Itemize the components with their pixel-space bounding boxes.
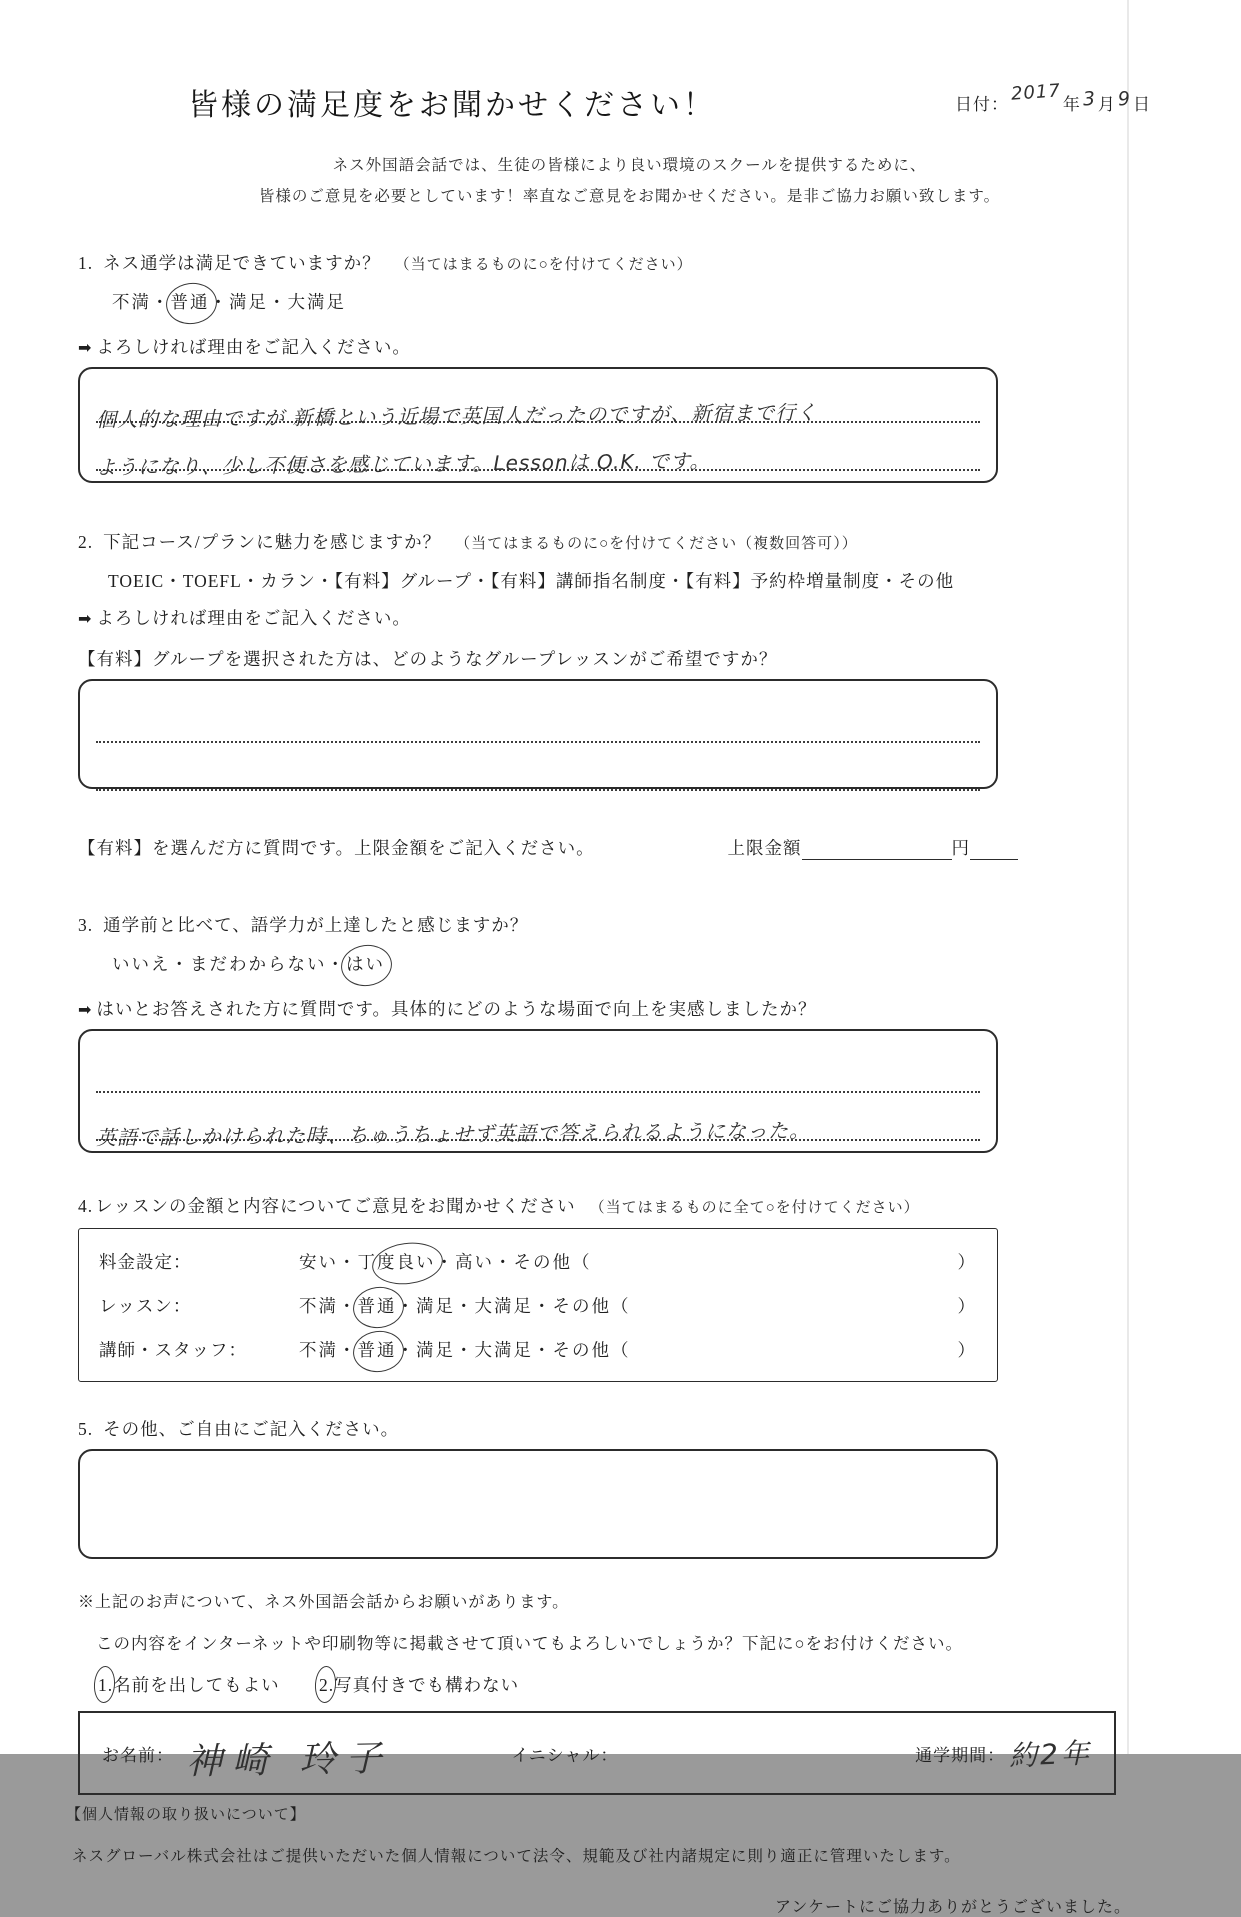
q1-options-before: 不満・ xyxy=(112,292,171,312)
date-year-suffix: 年 xyxy=(1062,95,1081,114)
q3-answer-line-1 xyxy=(96,1045,980,1093)
q4-row-staff-paren: ） xyxy=(957,1339,977,1360)
q4-row-staff-label: 講師・スタッフ： xyxy=(99,1339,247,1360)
date-month-suffix: 月 xyxy=(1097,95,1116,114)
q2-reason-prompt-line xyxy=(78,605,1181,630)
date-month-handwritten: 3 xyxy=(1082,87,1097,111)
publish-option1-label: 名前を出してもよい xyxy=(113,1675,280,1695)
q2-paid-question-row xyxy=(78,835,1018,860)
name-handwritten: 神崎 玲子 xyxy=(185,1737,392,1783)
q1-selected-option: 普通 xyxy=(171,289,210,314)
q4-row-pricing-after: ・高い・その他（ xyxy=(435,1251,592,1272)
q2-hint: （当てはまるものに○を付けてください（複数回答可）） xyxy=(455,536,858,552)
arrow-right-icon: ➡ xyxy=(78,338,93,357)
page-title: 皆様の満足度をお聞かせください！ xyxy=(188,89,716,122)
period-label: 通学期間： xyxy=(915,1745,1006,1765)
q1-number: 1. xyxy=(78,253,94,273)
q3-question-line xyxy=(78,912,1181,937)
q4-row-staff xyxy=(99,1327,977,1371)
q4-row-staff-selected: 普通 xyxy=(358,1337,397,1362)
q4-row-pricing xyxy=(99,1239,977,1283)
publish-options xyxy=(98,1672,1181,1697)
q3-handwritten-answer: 英語で話しかけられた時、ちゅうちょせず英語で答えられるようになった。 xyxy=(95,1118,811,1150)
q4-question-line xyxy=(78,1193,1181,1218)
q4-row-lesson-label: レッスン： xyxy=(99,1295,192,1316)
signature-box xyxy=(78,1711,1116,1795)
q2-yen-blank xyxy=(970,839,1018,860)
q4-rating-table xyxy=(78,1228,998,1382)
question-5 xyxy=(78,1416,1181,1559)
q4-row-lesson-paren: ） xyxy=(957,1295,977,1316)
q3-options xyxy=(112,951,1181,976)
q4-row-lesson-after: ・満足・大満足・その他（ xyxy=(396,1295,631,1316)
q1-handwritten-answer-1: 個人的な理由ですが 新橋という近場で英国人だったのですが、新宿まで行く xyxy=(95,400,818,432)
q2-limit-blank xyxy=(802,839,952,860)
question-1 xyxy=(78,250,1181,483)
q2-yen-label: 円 xyxy=(951,838,970,858)
arrow-right-icon: ➡ xyxy=(78,1000,93,1019)
q1-reason-prompt-line xyxy=(78,334,1181,359)
intro-line-1: ネス外国語会話では、生徒の皆様により良い環境のスクールを提供するために、 xyxy=(332,157,927,174)
date-label: 日付： xyxy=(955,95,1009,114)
date-day-suffix: 日 xyxy=(1133,95,1151,114)
q2-reason-prompt: よろしければ理由をご記入ください。 xyxy=(96,608,411,628)
q3-selected-option: はい xyxy=(346,951,385,976)
q5-question-line xyxy=(78,1416,1181,1441)
publish-option1-number: 1. xyxy=(98,1675,114,1695)
q5-answer-box xyxy=(78,1449,998,1559)
date-field xyxy=(955,80,1151,115)
q3-answer-line-2 xyxy=(95,1093,980,1150)
q4-row-staff-before: 不満・ xyxy=(299,1339,358,1360)
q4-row-lesson-before: 不満・ xyxy=(299,1295,358,1316)
thanks-text: アンケートにご協力ありがとうございました。 xyxy=(774,1899,1131,1916)
privacy-text: ネスグローバル株式会社はご提供いただいた個人情報について法令、規範及び社内諸規定に則り適正に管理いたします。 xyxy=(72,1848,961,1865)
publish-note: ※上記のお声について、ネス外国語会話からお願いがあります。 xyxy=(78,1594,570,1611)
period-handwritten: 約2年 xyxy=(1008,1736,1093,1773)
q5-number: 5. xyxy=(78,1419,94,1439)
q2-group-question: 【有料】グループを選択された方は、どのようなグループレッスンがご希望ですか？ xyxy=(78,649,778,669)
q2-answer-line-2 xyxy=(96,743,980,791)
q4-hint: （当てはまるものに全て○を付けてください） xyxy=(589,1200,920,1216)
q4-row-pricing-selected: 度良い xyxy=(377,1249,436,1274)
scan-artifact-line xyxy=(1127,0,1129,1754)
q2-limit-field xyxy=(728,835,1019,860)
publish-question: この内容をインターネットや印刷物等に掲載させて頂いてもよろしいでしょうか？下記に○をお付けください。 xyxy=(96,1634,963,1653)
q1-question-text: ネス通学は満足できていますか？ xyxy=(103,253,381,273)
q4-row-staff-after: ・満足・大満足・その他（ xyxy=(396,1339,631,1360)
intro-text xyxy=(78,150,1181,212)
q1-reason-prompt: よろしければ理由をご記入ください。 xyxy=(96,337,411,357)
publish-option2-number: 2. xyxy=(319,1675,335,1695)
q4-question-text: レッスンの金額と内容についてご意見をお聞かせください xyxy=(95,1196,576,1216)
q3-answer-box xyxy=(78,1029,998,1153)
header xyxy=(78,80,1181,124)
q4-row-pricing-paren: ） xyxy=(957,1251,977,1272)
q2-paid-question: 【有料】を選んだ方に質問です。上限金額をご記入ください。 xyxy=(78,838,595,858)
publish-option2-label: 写真付きでも構わない xyxy=(334,1675,520,1695)
q1-question-line xyxy=(78,250,1181,275)
q5-question-text: その他、ご自由にご記入ください。 xyxy=(103,1419,400,1439)
q1-handwritten-answer-2: ようになり、少し不便さを感じています。Lessonは O.K. です。 xyxy=(95,448,711,480)
intro-line-2: 皆様のご意見を必要としています！率直なご意見をお聞かせください。是非ご協力お願い致します。 xyxy=(258,188,1001,205)
privacy-heading: 【個人情報の取り扱いについて】 xyxy=(66,1807,306,1823)
name-label: お名前： xyxy=(102,1745,174,1765)
q1-answer-box xyxy=(78,367,998,483)
q3-question-text: 通学前と比べて、語学力が上達したと感じますか？ xyxy=(103,915,529,935)
publish-section xyxy=(78,1589,1181,1697)
q4-number: 4. xyxy=(78,1196,94,1216)
q1-answer-line-1 xyxy=(95,375,980,432)
period-field xyxy=(915,1733,1092,1773)
q4-row-lesson-selected: 普通 xyxy=(358,1293,397,1318)
q4-row-pricing-before: 安い・丁 xyxy=(299,1251,377,1272)
q3-number: 3. xyxy=(78,915,94,935)
question-4 xyxy=(78,1193,1181,1382)
question-3 xyxy=(78,912,1181,1153)
q3-follow-up-line xyxy=(78,996,1181,1021)
q2-course-options: TOEIC・TOEFL・カラン・【有料】グループ・【有料】講師指名制度・【有料】予約枠増量制度・その他 xyxy=(108,571,955,591)
q4-row-lesson xyxy=(99,1283,977,1327)
q2-question-line xyxy=(78,529,1181,554)
date-day-handwritten: 9 xyxy=(1117,87,1132,111)
q4-row-pricing-label: 料金設定： xyxy=(99,1251,192,1272)
q3-options-before: いいえ・まだわからない・ xyxy=(112,954,346,974)
date-year-handwritten: 2017 xyxy=(1010,80,1062,105)
q1-hint: （当てはまるものに○を付けてください） xyxy=(394,257,693,273)
q2-answer-line-1 xyxy=(96,695,980,743)
q1-options-after: ・満足・大満足 xyxy=(209,292,346,312)
question-2 xyxy=(78,529,1181,860)
q2-question-text: 下記コース/プランに魅力を感じますか？ xyxy=(103,532,442,552)
q2-limit-label: 上限金額 xyxy=(727,838,802,858)
q3-follow-up: はいとお答えされた方に質問です。具体的にどのような場面で向上を実感しましたか？ xyxy=(96,999,817,1019)
q2-answer-box xyxy=(78,679,998,789)
q1-options xyxy=(112,289,1181,314)
initial-label: イニシャル： xyxy=(511,1745,619,1765)
q2-number: 2. xyxy=(78,532,94,552)
arrow-right-icon: ➡ xyxy=(78,609,93,628)
